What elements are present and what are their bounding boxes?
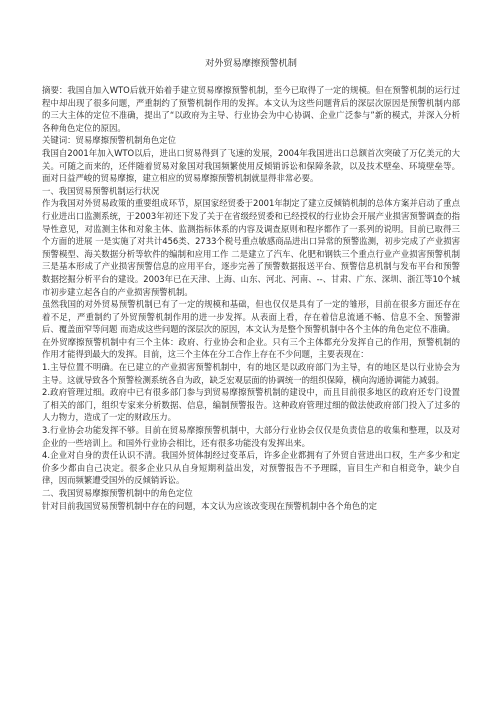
list-item-1: 1.主导位置不明确。在已建立的产业损害预警机制中，有的地区是以政府部门为主导，有的地区是以行业协会为主导。这就导致各个预警检测系统各自为政，缺乏宏观层面的协调统一的组织保障，横向沟通协调能力减弱。 <box>42 362 460 385</box>
section-1-paragraph-3: 在外贸摩擦预警机制中有三个主体：政府、行业协会和企业。只有三个主体都充分发挥自己的作用，预警机制的作用才能得到最大的发挥。目前，这三个主体在分工合作上存在不少问题，主要表现在： <box>42 336 460 360</box>
list-item-3: 3.行业协会功能发挥不够。目前在贸易摩擦预警机制中，大部分行业协会仅仅是负责信息的收集和整理，以及对企业的一些培训上。和国外行业协会相比，还有很多功能没有发挥出来。 <box>42 425 460 448</box>
section-1-heading: 一、我国贸易预警机制运行状况 <box>42 185 160 196</box>
keywords-line: 关键词：贸易摩擦预警机制角色定位 <box>42 135 176 146</box>
document-page <box>42 58 460 512</box>
list-item-4: 4.企业对自身的责任认识不清。我国外贸体制经过变革后，许多企业都拥有了外贸自营进出口权，生产多少和定价多少都由自己决定。很多企业只从自身短期利益出发，对预警报告不予理睬，盲目生产和自相竞争，缺少自律，因而频繁遭受国外的反倾销诉讼。 <box>42 450 460 486</box>
section-1-paragraph-1: 作为我国对外贸易政策的重要组成环节，原国家经贸委于2001年制定了建立反倾销机制的总体方案并启动了重点行业进出口监测系统，于2003年初还下发了关于在省级经贸委和已经授权的行业协会开展产业损害预警调查的指导性意见，对监测主体和对象主体、监测指标体系的内容及调查原则和程序都作了一系列的说明。目前已取得三个方面的进展 一是实施了对共计456类、2733个税号重点敏感商品进出口异常的预警监测，初步完成了产业损害预警模型、海关数据分析等软件的编制和应用工作 二是建立了汽车、化肥和钢铁三个重点行业产业损害预警机制 三是基本形成了产业损害预警信息的应用平台，逐步完善了预警数据报送平台、预警信息机制与发布平台和预警数据挖掘分析平台的建设。2003年已在天津、上海、山东、河北、河南、--、甘肃、广东、深圳、浙江等10个城市初步建立起各自的产业损害预警机制。 <box>42 198 460 297</box>
section-1-paragraph-2: 虽然我国的对外贸易预警机制已有了一定的规模和基础，但也仅仅是具有了一定的雏形，目前在很多方面还存在着不足，严重制约了外贸预警机制作用的进一步发挥。从表面上看，存在着信息流通不畅、信息不全、预警滞后、覆盖面窄等问题 而造成这些问题的深层次的原因，本文认为是整个预警机制中各个主体的角色定位不准确。 <box>42 299 460 335</box>
abstract-paragraph: 摘要：我国自加入WTO后就开始着手建立贸易摩擦预警机制，至今已取得了一定的规模。但在预警机制的运行过程中却出现了很多问题，严重制约了预警机制作用的发挥。本文认为这些问题背后的深层次原因是预警机制内部的三大主体的定位不准确，提出了“以政府为主导、行业协会为中心协调、企业广泛参与”新的模式，并深入分析各种角色定位的原因。 <box>42 85 460 133</box>
section-2-heading: 二、我国贸易摩擦预警机制中的角色定位 <box>42 488 193 498</box>
intro-paragraph: 我国自2001年加入WTO以后，进出口贸易得到了飞速的发展，2004年我国进出口总额首次突破了万亿美元的大关。可随之而来的，还伴随着贸易对象国对我国频繁使用反倾销诉讼和保障条款，以及技术壁垒、环境壁垒等。面对日益严峻的贸易摩擦，建立相应的贸易摩擦预警机制就显得非常必要。 <box>42 147 460 184</box>
list-item-2: 2.政府管理过细。政府中已有很多部门参与到贸易摩擦预警机制的建设中，而且目前很多地区的政府还专门设置了相关的部门，组织专家来分析数据、信息，编制预警报告。这种政府管理过细的做法使政府部门投入了过多的人力物力，造成了一定的财政压力。 <box>42 387 460 423</box>
document-title: 对外贸易摩擦预警机制 <box>205 58 297 69</box>
section-2-paragraph-1: 针对目前我国贸易预警机制中存在的问题，本文认为应该改变现在预警机制中各个角色的定 <box>42 500 377 511</box>
